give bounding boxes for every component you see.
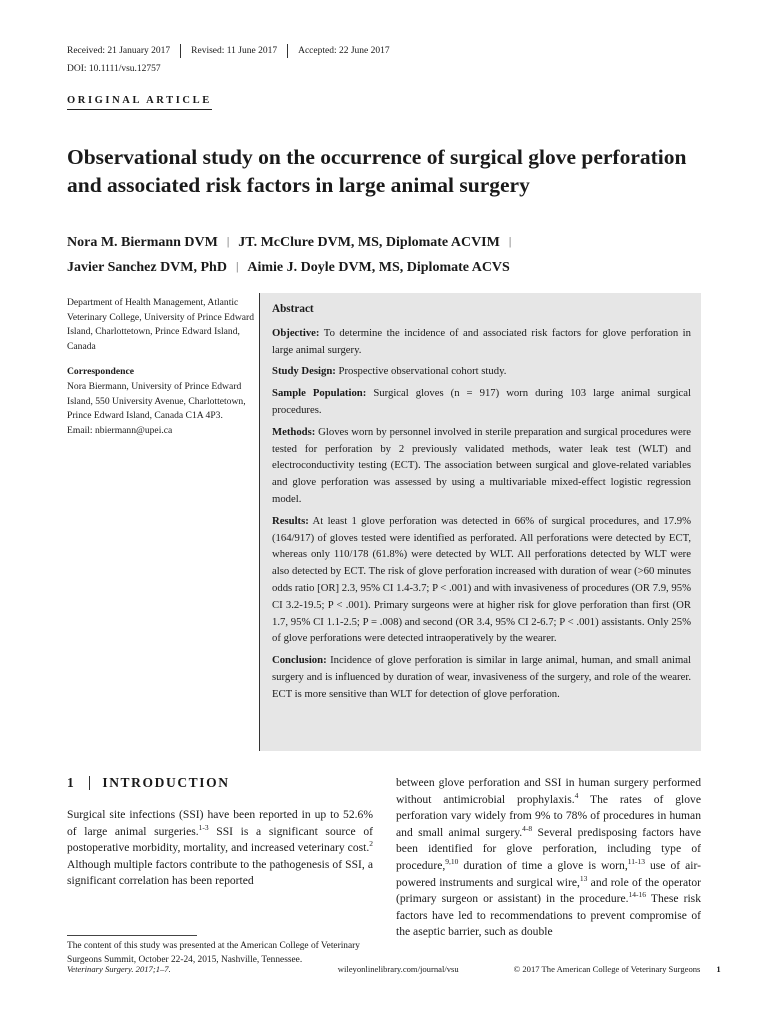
- abstract-population: [272, 385, 691, 419]
- body-text: The rates of glove perforation vary widely from 9% to 78% of procedures in human and small animal surgery.: [396, 792, 701, 839]
- body-text: Several predisposing factors have been identified for glove perforation, including type of procedure,: [396, 825, 701, 872]
- author-name[interactable]: Aimie J. Doyle DVM, MS, Diplomate ACVS: [247, 260, 510, 275]
- citation-ref[interactable]: 4-8: [522, 823, 533, 833]
- author-separator: |: [508, 234, 512, 248]
- citation-ref[interactable]: 1-3: [198, 822, 209, 832]
- publication-dates: [67, 44, 390, 58]
- citation-ref[interactable]: 2: [369, 839, 373, 849]
- page-number: 1: [716, 964, 721, 974]
- results-text: At least 1 glove perforation was detected in 66% of surgical procedures, and 17.9% (164/917) of gloves tested were identified as perforated. All perforations were detected by ECT, whereas only 110/178 (61.8%) were detected by WLT. All perforations detected by WLT were also detected by ECT. The risk of glove perforation increased with duration of wear (>60 minutes odds ratio [OR] 2.3, 95% CI 1.4-3.7; P < .001) and with invasiveness of procedures (OR 7.9, 95% CI 3.2-19.5; P < .001). Primary surgeons were at higher risk for glove perforation than first (OR 1.7, 95% CI 1.1-2.5; P = .008) and second (OR 3.4, 95% CI 2-6.7; P < .001) assistants. Only 25% of glove perforations were detected intraoperatively by the wearer.: [272, 514, 691, 645]
- author-separator: |: [226, 234, 230, 248]
- intro-right-column: [396, 775, 701, 941]
- page-footer: [67, 963, 721, 975]
- footnote-rule: [67, 935, 197, 936]
- accepted-date: Accepted: 22 June 2017: [298, 46, 390, 56]
- date-divider: [287, 44, 288, 58]
- correspondence-heading: Correspondence: [67, 366, 134, 378]
- author-line-1: [67, 230, 707, 255]
- section-number: 1: [67, 775, 76, 790]
- body-text: These risk factors have led to recommendations to prevent compromise of the aseptic barrier, such as double: [396, 892, 701, 939]
- correspondence-email[interactable]: Email: nbiermann@upei.ca: [67, 424, 173, 436]
- footnote: The content of this study was presented at the American College of Veterinary Surgeons Summit, October 22-24, 2015, Nashville, Tennessee.: [67, 941, 360, 965]
- article-type-label: ORIGINAL ARTICLE: [67, 95, 212, 110]
- author-name[interactable]: Javier Sanchez DVM, PhD: [67, 260, 227, 275]
- date-divider: [180, 44, 181, 58]
- objective-text: To determine the incidence of and associated risk factors for glove perforation in large animal surgery.: [272, 326, 691, 356]
- citation-ref[interactable]: 13: [579, 873, 588, 883]
- doi-link[interactable]: DOI: 10.1111/vsu.12757: [67, 64, 161, 74]
- abstract-methods: [272, 424, 691, 508]
- body-text: and role of the operator (primary surgeon or assistant) in the procedure.: [396, 875, 702, 906]
- copyright-notice: © 2017 The American College of Veterinary Surgeons: [513, 964, 701, 974]
- author-name[interactable]: Nora M. Biermann DVM: [67, 235, 218, 250]
- section-divider: [89, 776, 90, 790]
- intro-left-column: [67, 807, 373, 890]
- citation-ref[interactable]: 14-16: [628, 890, 647, 900]
- results-label: Results:: [272, 514, 309, 527]
- body-text: between glove perforation and SSI in human surgery performed without antimicrobial prophylaxis.: [396, 776, 701, 806]
- population-text: Surgical gloves (n = 917) worn during 103 large animal surgical procedures.: [272, 387, 692, 416]
- revised-date: Revised: 11 June 2017: [191, 46, 278, 56]
- methods-text: Gloves worn by personnel involved in sterile preparation and surgical procedures were tested for perforation by 2 previously validated methods, water leak test (WLT) and electroconductivity testing (ECT). The association between surgical and glove-related variables and glove perforation was assessed by using a multivariable mixed-effect logistic regression model.: [272, 425, 691, 505]
- abstract-results: [272, 513, 691, 647]
- citation-ref[interactable]: 9,10: [445, 857, 459, 867]
- section-heading-introduction: [67, 775, 230, 791]
- department-affiliation: Department of Health Management, Atlantic Veterinary College, University of Prince Edward Island, Charlottetown, Prince Edward Island, Canada: [67, 297, 255, 352]
- design-text: Prospective observational cohort study.: [335, 365, 507, 378]
- conclusion-label: Conclusion:: [272, 654, 327, 667]
- body-text: duration of time a glove is worn,: [458, 858, 628, 872]
- abstract-conclusion: [272, 652, 691, 702]
- affiliation-column: [67, 296, 257, 438]
- body-text: SSI is a significant source of postoperative morbidity, mortality, and increased veterinary cost.: [67, 824, 373, 855]
- journal-citation: Veterinary Surgery. 2017;1–7.: [67, 964, 171, 974]
- author-line-2: [67, 255, 707, 280]
- author-list: [67, 230, 707, 280]
- abstract-design: [272, 363, 691, 380]
- body-text: Surgical site infections (SSI) have been reported in up to 52.6% of large animal surgeries.: [67, 808, 373, 838]
- citation-ref[interactable]: 11-13: [627, 857, 645, 867]
- body-text: use of air-powered instruments and surgical wire,: [396, 858, 701, 889]
- citation-ref[interactable]: 4: [574, 790, 579, 800]
- author-separator: |: [235, 259, 239, 273]
- objective-label: Objective:: [272, 326, 320, 339]
- author-name[interactable]: JT. McClure DVM, MS, Diplomate ACVIM: [238, 235, 500, 250]
- population-label: Sample Population:: [272, 387, 367, 400]
- section-title: INTRODUCTION: [102, 775, 230, 790]
- abstract-box: [259, 293, 701, 751]
- received-date: Received: 21 January 2017: [67, 46, 171, 56]
- conclusion-text: Incidence of glove perforation is similar in large animal, human, and small animal surgery and is influenced by duration of wear, invasiveness of the surgery, and role of the wearer. ECT is more sensitive than WLT for detection of glove perforation.: [272, 654, 691, 700]
- paper-title: Observational study on the occurrence of surgical glove perforation and associated risk factors in large animal surgery: [67, 145, 687, 197]
- journal-url[interactable]: wileyonlinelibrary.com/journal/vsu: [337, 964, 459, 974]
- design-label: Study Design:: [272, 365, 336, 378]
- abstract-heading: Abstract: [272, 303, 314, 315]
- methods-label: Methods:: [272, 425, 316, 438]
- body-text: Although multiple factors contribute to the pathogenesis of SSI, a significant correlation has been reported: [67, 857, 373, 888]
- correspondence-address: Nora Biermann, University of Prince Edward Island, 550 University Avenue, Charlottetown, Prince Edward Island, Canada C1A 4P3.: [67, 380, 246, 422]
- abstract-objective: [272, 325, 691, 359]
